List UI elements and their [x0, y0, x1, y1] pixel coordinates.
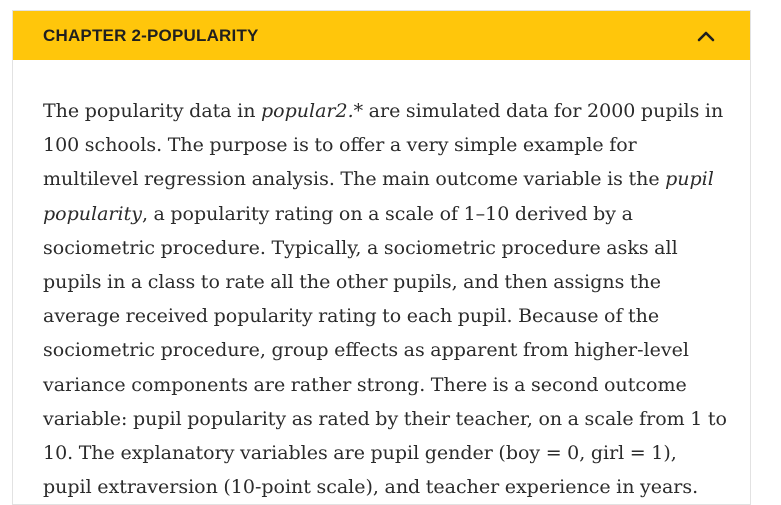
dataset-filename: popular2.: [261, 100, 354, 122]
description-text: The popularity data in: [43, 100, 262, 122]
outcome-variable-name: pupil popularity: [43, 168, 714, 225]
accordion-body: [13, 60, 750, 504]
chapter-accordion: [12, 10, 751, 505]
description-text: , a popularity rating on a scale of 1–10 derived by a sociometric procedure. Typically, a sociometric procedure asks all pupils in a class to rate all the other pupils, and then assigns the average received popularity rating to each pupil. Because of the sociometric procedure, group effects as apparent from higher-level variance components are rather strong. There is a second outcome variable: pupil popularity as rated by their teacher, on a scale from 1 to 10. The explanatory variables are pupil gender (boy = 0, girl = 1), pupil extraversion (10-point scale), and teacher experience in years.: [43, 202, 727, 499]
chapter-description: [43, 94, 730, 504]
description-text: * are simulated data for 2000 pupils in 100 schools. The purpose is to offer a very simple example for multilevel regression analysis. The main outcome variable is the: [43, 100, 724, 191]
chevron-up-icon[interactable]: [696, 26, 716, 46]
chapter-title: CHAPTER 2-POPULARITY: [43, 25, 259, 45]
accordion-header[interactable]: [13, 11, 750, 60]
